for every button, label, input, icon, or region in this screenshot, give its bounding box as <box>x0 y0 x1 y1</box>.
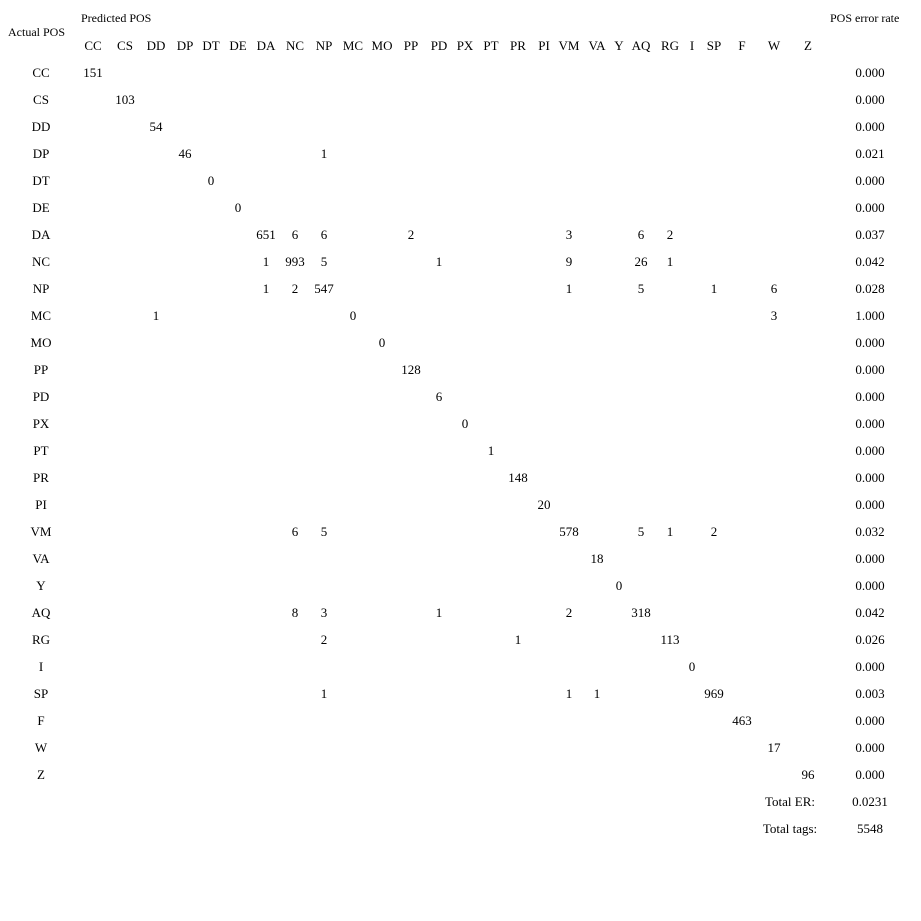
col-label-cc: CC <box>84 38 102 53</box>
row-label-px: PX <box>32 416 50 431</box>
error-rate-pd: 0.000 <box>855 389 885 404</box>
cell-pt-pt: 1 <box>487 443 495 458</box>
cell-nc-vm: 9 <box>565 254 573 269</box>
matrix-cell-values <box>83 65 815 782</box>
col-label-de: DE <box>229 38 247 53</box>
cell-aq-vm: 2 <box>565 605 573 620</box>
cell-pp-pp: 128 <box>401 362 421 377</box>
cell-dt-dt: 0 <box>207 173 215 188</box>
col-label-pp: PP <box>403 38 419 53</box>
cell-vm-rg: 1 <box>666 524 674 539</box>
error-rate-dp: 0.021 <box>855 146 885 161</box>
error-rate-de: 0.000 <box>855 200 885 215</box>
cell-vm-sp: 2 <box>710 524 718 539</box>
row-label-dp: DP <box>32 146 50 161</box>
error-rate-mc: 1.000 <box>855 308 885 323</box>
col-label-pr: PR <box>510 38 526 53</box>
col-label-z: Z <box>804 38 812 53</box>
summary-label: Total tags: <box>762 821 818 836</box>
col-label-dp: DP <box>176 38 194 53</box>
col-label-va: VA <box>588 38 606 53</box>
col-label-dd: DD <box>146 38 166 53</box>
cell-vm-vm: 578 <box>559 524 579 539</box>
cell-nc-pd: 1 <box>435 254 443 269</box>
row-label-va: VA <box>32 551 50 566</box>
row-label-dt: DT <box>32 173 50 188</box>
col-label-pd: PD <box>430 38 448 53</box>
cell-nc-aq: 26 <box>634 254 648 269</box>
row-label-y: Y <box>36 578 46 593</box>
error-rate-np: 0.028 <box>855 281 885 296</box>
col-label-pi: PI <box>538 38 550 53</box>
cell-sp-vm: 1 <box>565 686 573 701</box>
cell-nc-nc: 993 <box>285 254 305 269</box>
cell-cs-cs: 103 <box>115 92 135 107</box>
cell-mc-dd: 1 <box>152 308 160 323</box>
cell-aq-np: 3 <box>320 605 328 620</box>
predicted-pos-header: Predicted POS <box>81 11 152 25</box>
col-label-mc: MC <box>342 38 364 53</box>
row-label-da: DA <box>31 227 51 242</box>
col-label-nc: NC <box>285 38 305 53</box>
col-label-rg: RG <box>660 38 680 53</box>
row-label-vm: VM <box>30 524 52 539</box>
row-label-mo: MO <box>30 335 52 350</box>
row-label-cc: CC <box>32 65 50 80</box>
error-rate-sp: 0.003 <box>855 686 885 701</box>
cell-mc-w: 3 <box>770 308 778 323</box>
cell-np-nc: 2 <box>291 281 299 296</box>
error-rate-values <box>855 65 885 782</box>
cell-px-px: 0 <box>461 416 469 431</box>
col-label-dt: DT <box>202 38 220 53</box>
cell-da-da: 651 <box>256 227 276 242</box>
cell-rg-pr: 1 <box>514 632 522 647</box>
cell-rg-np: 2 <box>320 632 328 647</box>
row-label-np: NP <box>32 281 50 296</box>
cell-de-de: 0 <box>234 200 242 215</box>
cell-np-vm: 1 <box>565 281 573 296</box>
error-rate-y: 0.000 <box>855 578 885 593</box>
summary-block <box>763 794 888 836</box>
cell-mo-mo: 0 <box>378 335 386 350</box>
cell-dp-dp: 46 <box>178 146 192 161</box>
pos-error-rate-header: POS error rate <box>830 11 900 25</box>
cell-da-vm: 3 <box>565 227 573 242</box>
row-label-pr: PR <box>33 470 49 485</box>
col-label-w: W <box>767 38 781 53</box>
summary-value: 5548 <box>857 821 883 836</box>
error-rate-va: 0.000 <box>855 551 885 566</box>
row-label-pd: PD <box>32 389 50 404</box>
error-rate-da: 0.037 <box>855 227 885 242</box>
error-rate-pt: 0.000 <box>855 443 885 458</box>
cell-sp-np: 1 <box>320 686 328 701</box>
cell-pi-pi: 20 <box>537 497 551 512</box>
error-rate-cs: 0.000 <box>855 92 885 107</box>
error-rate-pr: 0.000 <box>855 470 885 485</box>
error-rate-z: 0.000 <box>855 767 885 782</box>
cell-cc-cc: 151 <box>83 65 103 80</box>
col-label-da: DA <box>256 38 276 53</box>
cell-dd-dd: 54 <box>149 119 163 134</box>
cell-vm-nc: 6 <box>291 524 299 539</box>
error-rate-px: 0.000 <box>855 416 885 431</box>
row-label-nc: NC <box>31 254 51 269</box>
cell-da-rg: 2 <box>666 227 674 242</box>
col-label-np: NP <box>315 38 333 53</box>
cell-da-pp: 2 <box>407 227 415 242</box>
cell-aq-nc: 8 <box>291 605 299 620</box>
row-label-dd: DD <box>31 119 51 134</box>
cell-mc-mc: 0 <box>349 308 357 323</box>
row-label-rg: RG <box>31 632 51 647</box>
summary-value: 0.0231 <box>852 794 888 809</box>
cell-sp-sp: 969 <box>704 686 724 701</box>
error-rate-pi: 0.000 <box>855 497 885 512</box>
row-label-z: Z <box>37 767 45 782</box>
cell-pr-pr: 148 <box>508 470 528 485</box>
cell-da-nc: 6 <box>291 227 299 242</box>
cell-dp-np: 1 <box>320 146 328 161</box>
cell-da-aq: 6 <box>637 227 645 242</box>
col-label-pt: PT <box>483 38 499 53</box>
cell-np-w: 6 <box>770 281 778 296</box>
cell-np-da: 1 <box>262 281 270 296</box>
row-label-pi: PI <box>35 497 47 512</box>
cell-nc-rg: 1 <box>666 254 674 269</box>
row-label-pt: PT <box>33 443 49 458</box>
cell-da-np: 6 <box>320 227 328 242</box>
cell-sp-va: 1 <box>593 686 601 701</box>
row-label-aq: AQ <box>31 605 51 620</box>
error-rate-nc: 0.042 <box>855 254 885 269</box>
col-label-i: I <box>689 38 695 53</box>
cell-np-aq: 5 <box>637 281 645 296</box>
error-rate-f: 0.000 <box>855 713 885 728</box>
cell-va-va: 18 <box>590 551 604 566</box>
col-label-f: F <box>738 38 746 53</box>
col-label-vm: VM <box>558 38 580 53</box>
actual-pos-labels <box>31 65 52 782</box>
cell-vm-np: 5 <box>320 524 328 539</box>
cell-rg-rg: 113 <box>660 632 680 647</box>
cell-y-y: 0 <box>615 578 623 593</box>
col-label-mo: MO <box>371 38 393 53</box>
row-label-de: DE <box>32 200 50 215</box>
error-rate-mo: 0.000 <box>855 335 885 350</box>
row-label-i: I <box>38 659 44 674</box>
cell-vm-aq: 5 <box>637 524 645 539</box>
cell-f-f: 463 <box>732 713 752 728</box>
cell-z-z: 96 <box>801 767 815 782</box>
cell-w-w: 17 <box>767 740 781 755</box>
actual-pos-header: Actual POS <box>8 25 65 39</box>
cell-pd-pd: 6 <box>435 389 443 404</box>
error-rate-vm: 0.032 <box>855 524 885 539</box>
row-label-w: W <box>34 740 48 755</box>
cell-nc-da: 1 <box>262 254 270 269</box>
error-rate-i: 0.000 <box>855 659 885 674</box>
error-rate-aq: 0.042 <box>855 605 885 620</box>
row-label-mc: MC <box>30 308 52 323</box>
error-rate-cc: 0.000 <box>855 65 885 80</box>
row-label-pp: PP <box>33 362 49 377</box>
col-label-aq: AQ <box>631 38 651 53</box>
col-label-sp: SP <box>706 38 722 53</box>
cell-np-np: 547 <box>314 281 334 296</box>
cell-nc-np: 5 <box>320 254 328 269</box>
cell-aq-aq: 318 <box>631 605 651 620</box>
row-label-sp: SP <box>33 686 49 701</box>
col-label-cs: CS <box>117 38 133 53</box>
col-label-y: Y <box>614 38 624 53</box>
cell-aq-pd: 1 <box>435 605 443 620</box>
col-label-px: PX <box>456 38 474 53</box>
predicted-pos-labels <box>84 38 812 53</box>
error-rate-dt: 0.000 <box>855 173 885 188</box>
error-rate-rg: 0.026 <box>855 632 885 647</box>
error-rate-dd: 0.000 <box>855 119 885 134</box>
error-rate-pp: 0.000 <box>855 362 885 377</box>
error-rate-w: 0.000 <box>855 740 885 755</box>
row-label-cs: CS <box>33 92 49 107</box>
summary-label: Total ER: <box>764 794 816 809</box>
cell-i-i: 0 <box>688 659 696 674</box>
cell-np-sp: 1 <box>710 281 718 296</box>
row-label-f: F <box>37 713 45 728</box>
